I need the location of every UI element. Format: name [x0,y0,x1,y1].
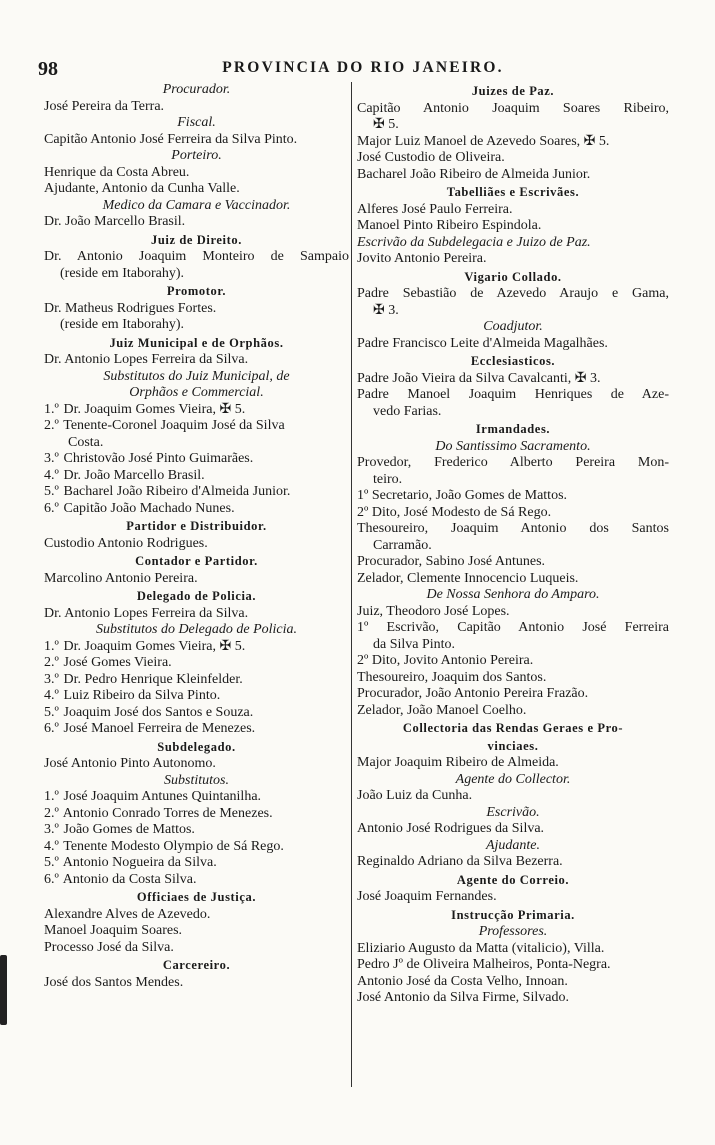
partidor-heading: Partidor e Distribuidor. [126,519,267,533]
list-item: teiro. [373,471,403,487]
list-item: 2º Dito, José Modesto de Sá Rego. [357,504,552,520]
list-item: Procurador, Sabino José Antunes. [357,554,546,569]
column-rule [351,82,352,1087]
list-item: 3.º João Gomes de Mattos. [44,822,195,837]
list-item: Juiz, Theodoro José Lopes. [357,603,510,619]
list-item: Thesoureiro, Joaquim dos Santos. [357,669,547,685]
juiz-direito-name: Dr. Antonio Joaquim Monteiro de Sampaio [44,249,349,264]
list-item: Provedor, Frederico Alberto Pereira Mon- [357,455,669,470]
professores-label: Professores. [478,924,548,939]
fiscal-label: Fiscal. [177,115,216,130]
juiz-direito-note: (reside em Itaborahy). [60,265,184,281]
list-item: Alexandre Alves de Azevedo. [44,906,211,922]
substitutos-juiz-list [44,402,349,518]
subdelegado-name: José Antonio Pinto Autonomo. [44,756,216,771]
contador-name: Marcolino Antonio Pereira. [44,570,198,586]
procurador-name: José Pereira da Terra. [44,98,165,114]
list-item: da Silva Pinto. [373,636,456,652]
collectoria-heading-cont: vinciaes. [487,738,539,753]
list-item: 6.º José Manoel Ferreira de Menezes. [44,721,256,736]
escrivao-name: Antonio José Rodrigues da Silva. [357,821,545,836]
delegado-name: Dr. Antonio Lopes Ferreira da Silva. [44,605,249,621]
list-item: 5.º Antonio Nogueira da Silva. [44,855,217,870]
partidor-name: Custodio Antonio Rodrigues. [44,535,208,551]
porteiro-name: Henrique da Costa Abreu. [44,164,190,180]
ajudante-label: Ajudante. [485,837,541,853]
list-item: 2.º José Gomes Vieira. [44,655,172,670]
delegado-heading: Delegado de Policia. [136,589,257,603]
ecclesiasticos-item-cont: vedo Farias. [373,403,442,419]
coadjutor-label: Coadjutor. [483,319,543,334]
agente-correio-name: José Joaquim Fernandes. [357,889,497,904]
agente-correio-heading: Agente do Correio. [456,872,570,887]
juiz-direito-heading: Juiz de Direito. [151,232,242,247]
list-item: Thesoureiro, Joaquim Antonio dos Santos [357,521,669,536]
contador-heading: Contador e Partidor. [135,554,258,568]
list-item: Manoel Joaquim Soares. [44,923,183,938]
list-item: 4.º Dr. João Marcello Brasil. [44,467,205,483]
escrivao-sub-label: Escrivão da Subdelegacia e Juizo de Paz. [357,234,591,250]
instrucao-heading: Instrucção Primaria. [451,907,575,922]
list-item: 1.º Dr. Joaquim Gomes Vieira, ✠ 5. [44,401,246,417]
tabelliaes-heading: Tabelliães e Escrivães. [446,185,580,199]
ecclesiasticos-item: Padre João Vieira da Silva Cavalcanti, ✠ 3. [357,370,601,386]
list-item: Processo José da Silva. [44,939,174,955]
list-item: 4.º Luiz Ribeiro da Silva Pinto. [44,688,221,703]
ecclesiasticos-heading: Ecclesiasticos. [470,354,556,368]
juizes-paz-item: Capitão Antonio Joaquim Soares Ribeiro, [357,100,669,116]
sacramento-label: Do Santissimo Sacramento. [435,438,591,454]
list-item: Costa. [68,434,104,450]
list-item: 3.º Christovão José Pinto Guimarães. [44,451,254,466]
amparo-list [357,604,669,720]
promotor-name: Dr. Matheus Rodrigues Fortes. [44,300,217,316]
list-item: Eliziario Augusto da Matta (vitalicio), Villa. [357,940,605,956]
porteiro-label: Porteiro. [171,148,222,163]
juizes-paz-item: José Custodio de Oliveira. [357,150,505,165]
right-column [357,82,669,1007]
list-item: 1º Secretario, João Gomes de Mattos. [357,488,568,503]
list-item: 3.º Dr. Pedro Henrique Kleinfelder. [44,671,243,687]
escrivao-sub-name: Jovito Antonio Pereira. [357,251,487,266]
officiaes-heading: Officiaes de Justiça. [136,890,257,904]
list-item: Procurador, João Antonio Pereira Frazão. [357,686,589,701]
list-item: Carramão. [373,537,432,553]
substitutos-sub-list [44,789,349,888]
amparo-label: De Nossa Senhora do Amparo. [426,587,600,602]
vigario-heading: Vigario Collado. [464,269,562,284]
escrivao-label: Escrivão. [486,804,540,820]
agente-collector-label: Agente do Collector. [455,771,571,787]
list-item: José Antonio da Silva Firme, Silvado. [357,990,569,1005]
collectoria-name: Major Joaquim Ribeiro de Almeida. [357,755,559,770]
juizes-paz-item: Bacharel João Ribeiro de Almeida Junior. [357,166,591,182]
list-item: 1º Escrivão, Capitão Antonio José Ferreira [357,620,669,635]
substitutos-juiz-label-cont: Orphãos e Commercial. [129,385,264,400]
juizes-paz-item-cont: ✠ 5. [373,117,399,132]
medico-label: Medico da Camara e Vaccinador. [102,197,291,213]
carcereiro-name: José dos Santos Mendes. [44,974,184,990]
ajudante-line: Ajudante, Antonio da Cunha Valle. [44,181,240,196]
left-column [44,82,349,991]
vigario-name-cont: ✠ 3. [373,302,399,318]
ecclesiasticos-item: Padre Manoel Joaquim Henriques de Aze- [357,387,669,402]
list-item: Antonio José da Costa Velho, Innoan. [357,973,568,989]
binding-mark [0,955,7,1025]
collectoria-heading: Collectoria das Rendas Geraes e Pro- [402,721,624,735]
list-item: 2.º Antonio Conrado Torres de Menezes. [44,805,273,821]
running-head: PROVINCIA DO RIO JANEIRO. [222,59,504,76]
ajudante-name: Reginaldo Adriano da Silva Bezerra. [357,854,563,869]
substitutos-delegado-list [44,639,349,738]
procurador-label: Procurador. [162,82,231,97]
sacramento-list [357,455,669,587]
medico-name: Dr. João Marcello Brasil. [44,214,186,229]
subdelegado-heading: Subdelegado. [157,739,236,754]
list-item: Zelador, João Manoel Coelho. [357,702,527,718]
list-item: 4.º Tenente Modesto Olympio de Sá Rego. [44,838,284,854]
fiscal-name: Capitão Antonio José Ferreira da Silva Pinto. [44,131,298,147]
tabelliaes-item: Alferes José Paulo Ferreira. [357,201,513,217]
page-number: 98 [38,58,58,80]
juizes-paz-item: Major Luiz Manoel de Azevedo Soares, ✠ 5. [357,133,610,149]
substitutos-juiz-label: Substitutos do Juiz Municipal, de [103,368,290,384]
list-item: Zelador, Clemente Innocencio Luqueis. [357,570,579,586]
list-item: 1.º José Joaquim Antunes Quintanilha. [44,789,262,804]
agente-collector-name: João Luiz da Cunha. [357,788,473,803]
promotor-note: (reside em Itaborahy). [60,317,184,332]
list-item: 1.º Dr. Joaquim Gomes Vieira, ✠ 5. [44,638,246,654]
substitutos-sub-label: Substitutos. [164,772,229,788]
promotor-heading: Promotor. [166,284,227,298]
substitutos-delegado-label: Substitutos do Delegado de Policia. [95,622,298,637]
juiz-municipal-name: Dr. Antonio Lopes Ferreira da Silva. [44,352,249,367]
irmandades-heading: Irmandades. [475,422,551,436]
list-item: 2º Dito, Jovito Antonio Pereira. [357,653,534,668]
list-item: Pedro Jº de Oliveira Malheiros, Ponta-Negra. [357,957,611,972]
vigario-name: Padre Sebastião de Azevedo Araujo e Gama, [357,286,669,301]
list-item: 5.º Joaquim José dos Santos e Souza. [44,704,254,720]
list-item: 6.º Antonio da Costa Silva. [44,871,197,887]
carcereiro-heading: Carcereiro. [162,958,231,972]
coadjutor-name: Padre Francisco Leite d'Almeida Magalhães. [357,335,608,351]
juizes-paz-heading: Juizes de Paz. [471,84,555,98]
list-item: 6.º Capitão João Machado Nunes. [44,500,235,516]
list-item: 5.º Bacharel João Ribeiro d'Almeida Junior. [44,484,291,499]
list-item: 2.º Tenente-Coronel Joaquim José da Silva [44,418,285,433]
juiz-municipal-heading: Juiz Municipal e de Orphãos. [109,335,284,350]
tabelliaes-item: Manoel Pinto Ribeiro Espindola. [357,218,542,233]
